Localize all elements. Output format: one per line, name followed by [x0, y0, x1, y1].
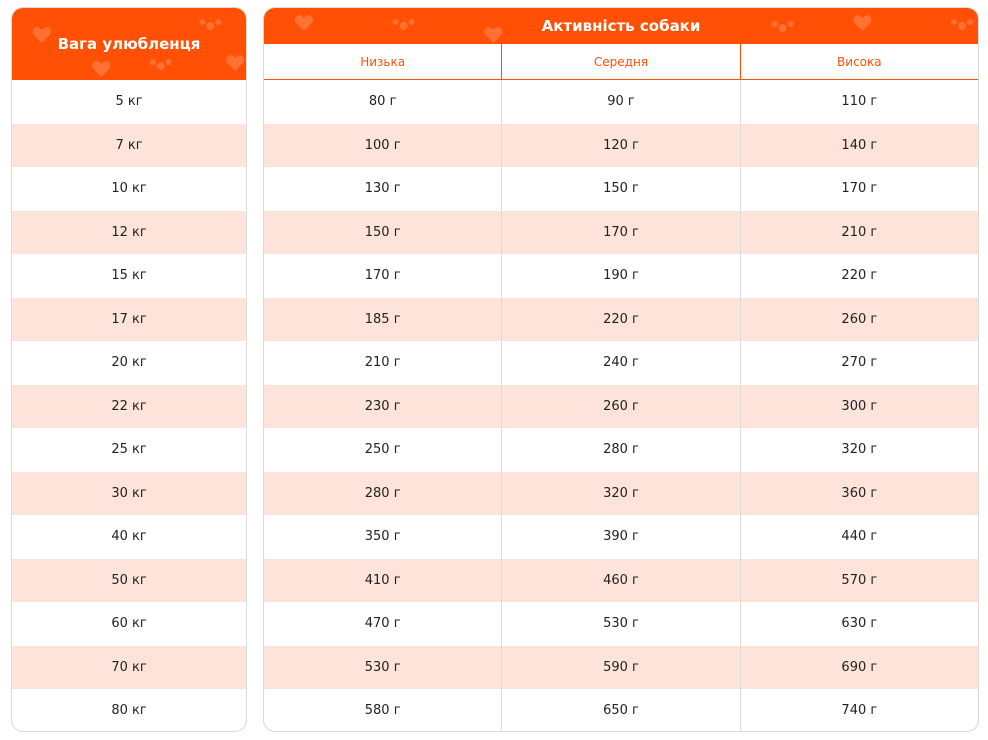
weight-cell: 10 кг — [111, 181, 147, 197]
table-row — [12, 602, 246, 646]
table-row — [264, 254, 978, 298]
portion-medium-cell: 240 г — [502, 341, 740, 385]
weight-cell: 12 кг — [111, 224, 147, 240]
activity-header-label: Активність собаки — [541, 17, 701, 35]
table-row — [264, 602, 978, 646]
table-row — [12, 254, 246, 298]
portion-medium-cell: 120 г — [502, 124, 740, 168]
weight-cell: 30 кг — [111, 485, 147, 501]
portion-low-cell: 185 г — [264, 298, 502, 342]
weight-header — [12, 8, 246, 80]
portion-medium-cell: 460 г — [502, 559, 740, 603]
portion-low-cell: 210 г — [264, 341, 502, 385]
portion-high-cell: 740 г — [841, 703, 878, 719]
weight-cell: 25 кг — [111, 442, 147, 458]
portion-medium-cell: 170 г — [502, 211, 740, 255]
portion-high-cell: 630 г — [841, 616, 878, 632]
portion-low-cell: 80 г — [264, 80, 502, 124]
weight-cell: 5 кг — [115, 94, 143, 110]
table-row — [12, 689, 246, 732]
portion-medium-cell: 390 г — [502, 515, 740, 559]
weight-header-label: Вага улюбленця — [57, 35, 201, 53]
portion-high-cell: 690 г — [841, 659, 878, 675]
portion-high-cell: 360 г — [841, 485, 878, 501]
table-row — [264, 341, 978, 385]
portion-medium-cell: 590 г — [502, 646, 740, 690]
table-row — [264, 298, 978, 342]
weight-cell: 22 кг — [111, 398, 147, 414]
table-row — [264, 646, 978, 690]
portion-medium-cell: 220 г — [502, 298, 740, 342]
activity-rows — [264, 80, 978, 732]
portion-high-cell: 260 г — [841, 311, 878, 327]
weight-cell: 80 кг — [111, 703, 147, 719]
portion-low-cell: 410 г — [264, 559, 502, 603]
table-row — [12, 472, 246, 516]
portion-high-cell: 570 г — [841, 572, 878, 588]
table-row — [12, 167, 246, 211]
weight-cell: 60 кг — [111, 616, 147, 632]
weight-rows — [12, 80, 246, 732]
portion-high-cell: 140 г — [841, 137, 878, 153]
portion-high-cell: 440 г — [841, 529, 878, 545]
table-row — [12, 385, 246, 429]
portion-medium-cell: 650 г — [502, 689, 740, 732]
portion-medium-cell: 190 г — [502, 254, 740, 298]
table-row — [264, 167, 978, 211]
weight-cell: 70 кг — [111, 659, 147, 675]
portion-high-cell: 220 г — [841, 268, 878, 284]
table-row — [264, 689, 978, 732]
portion-medium-cell: 280 г — [502, 428, 740, 472]
table-row — [12, 515, 246, 559]
table-row — [12, 124, 246, 168]
table-row — [12, 559, 246, 603]
weight-cell: 17 кг — [111, 311, 147, 327]
portion-high-cell: 170 г — [841, 181, 878, 197]
portion-medium-cell: 90 г — [502, 80, 740, 124]
table-row — [264, 385, 978, 429]
table-row — [12, 646, 246, 690]
weight-cell: 40 кг — [111, 529, 147, 545]
portion-medium-cell: 530 г — [502, 602, 740, 646]
table-row — [264, 428, 978, 472]
activity-levels-header — [264, 44, 978, 80]
table-row — [12, 341, 246, 385]
weight-cell: 50 кг — [111, 572, 147, 588]
table-row — [264, 80, 978, 124]
portion-low-cell: 130 г — [264, 167, 502, 211]
portion-high-cell: 320 г — [841, 442, 878, 458]
table-row — [12, 80, 246, 124]
activity-table — [263, 7, 979, 732]
weight-cell: 15 кг — [111, 268, 147, 284]
portion-low-cell: 280 г — [264, 472, 502, 516]
portion-high-cell: 110 г — [841, 94, 878, 110]
portion-low-cell: 530 г — [264, 646, 502, 690]
activity-level-high: Висока — [837, 54, 882, 69]
table-row — [12, 211, 246, 255]
portion-low-cell: 580 г — [264, 689, 502, 732]
table-row — [264, 515, 978, 559]
table-row — [264, 211, 978, 255]
table-row — [264, 472, 978, 516]
portion-low-cell: 230 г — [264, 385, 502, 429]
portion-medium-cell: 320 г — [502, 472, 740, 516]
portion-low-cell: 170 г — [264, 254, 502, 298]
table-row — [12, 298, 246, 342]
portion-medium-cell: 260 г — [502, 385, 740, 429]
portion-low-cell: 250 г — [264, 428, 502, 472]
portion-low-cell: 150 г — [264, 211, 502, 255]
portion-high-cell: 270 г — [841, 355, 878, 371]
portion-low-cell: 100 г — [264, 124, 502, 168]
activity-level-low: Низька — [264, 44, 502, 79]
portion-high-cell: 210 г — [841, 224, 878, 240]
portion-low-cell: 350 г — [264, 515, 502, 559]
activity-header — [264, 8, 978, 44]
weight-cell: 7 кг — [115, 137, 143, 153]
activity-level-medium: Середня — [502, 44, 740, 79]
weight-table — [11, 7, 247, 732]
portion-low-cell: 470 г — [264, 602, 502, 646]
table-row — [264, 559, 978, 603]
table-row — [12, 428, 246, 472]
portion-high-cell: 300 г — [841, 398, 878, 414]
table-row — [264, 124, 978, 168]
portion-medium-cell: 150 г — [502, 167, 740, 211]
weight-cell: 20 кг — [111, 355, 147, 371]
